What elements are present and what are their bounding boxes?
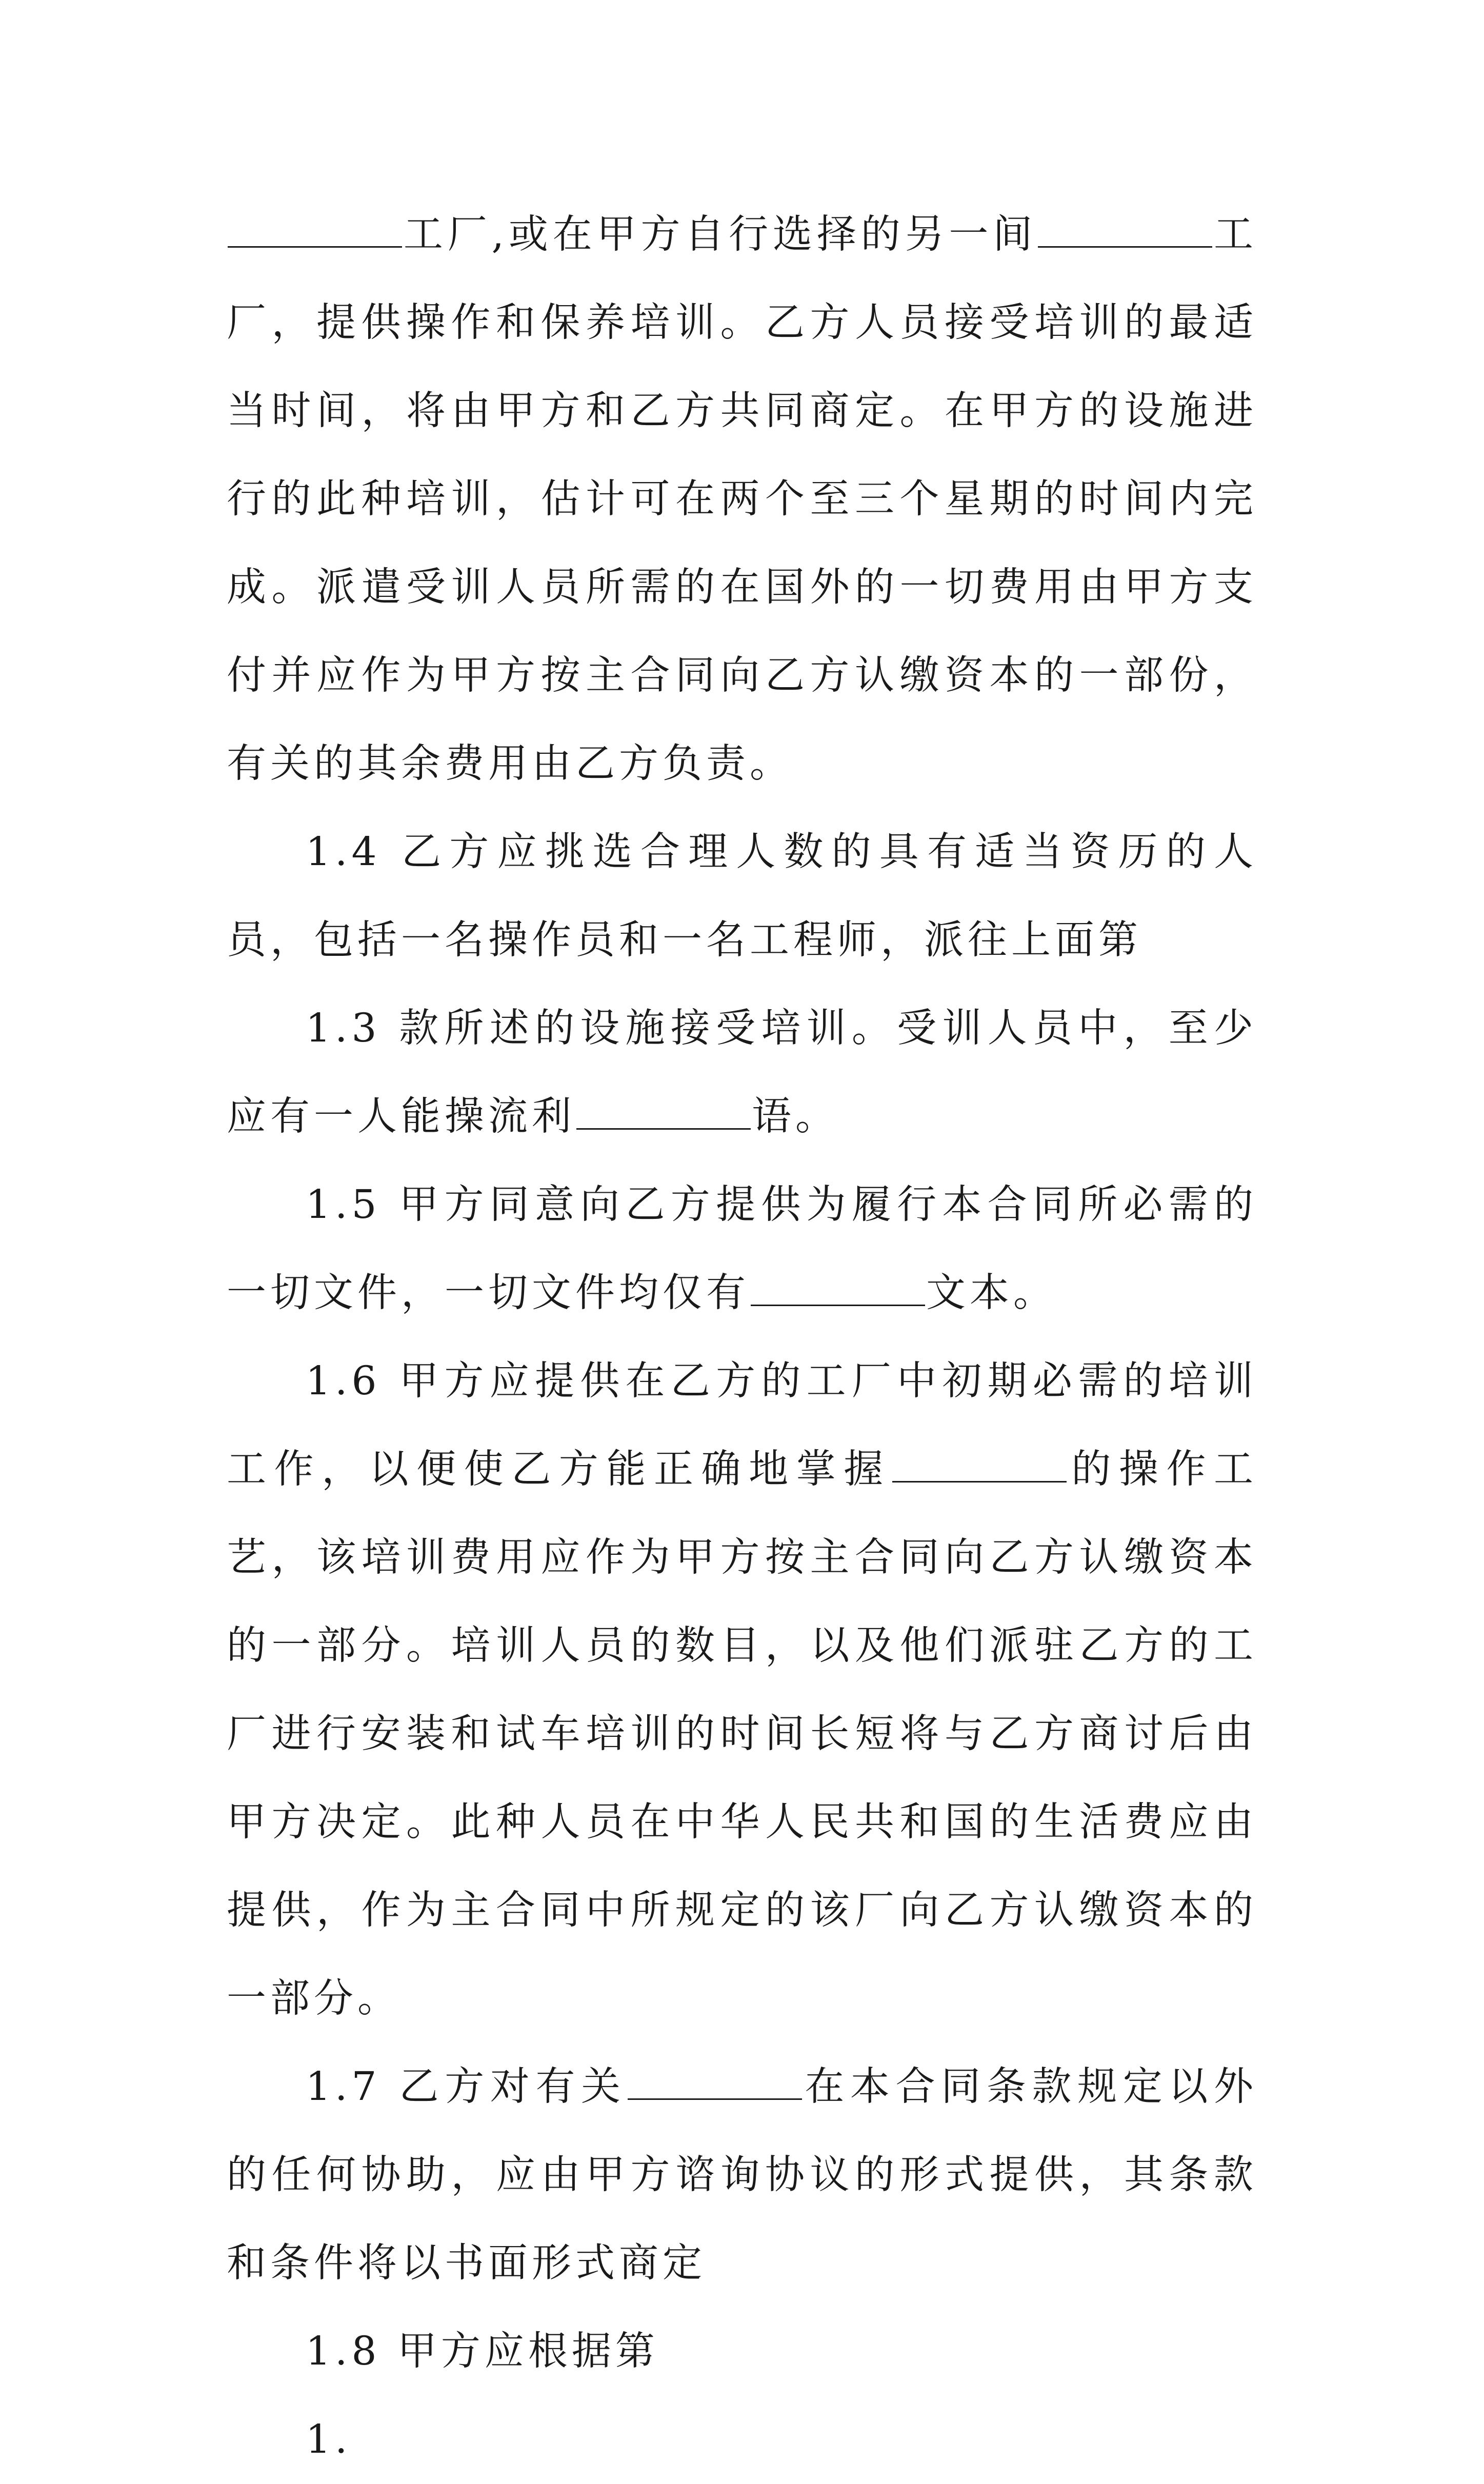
paragraph-p2 xyxy=(227,985,1257,1161)
paragraph-text: 文本。 xyxy=(926,1270,1057,1316)
fill-in-blank xyxy=(751,1304,925,1306)
document-body xyxy=(227,191,1257,2484)
paragraph-text: 1.7 乙方对有关 xyxy=(306,2064,627,2110)
paragraph-text: 的操作工艺，该培训费用应作为甲方按主合同向乙方认缴资本的一部分。培训人员的数目，以及他们派驻乙方的工厂进行安装和试车培训的时间长短将与乙方商讨后由甲方决定。此种人员在中华人民共和国的生活费应由提供，作为主合同中所规定的该厂向乙方认缴资本的一部分。 xyxy=(227,1447,1258,2021)
paragraph-text: 1.3 款所述的设施接受培训。受训人员中，至少应有一人能操流利 xyxy=(227,1006,1257,1139)
paragraph-p6 xyxy=(227,2308,1257,2396)
paragraph-text: 1.6 甲方应提供在乙方的工厂中初期必需的培训工作，以便使乙方能正确地掌握 xyxy=(227,1358,1257,1492)
paragraph-p4 xyxy=(227,1337,1257,2043)
paragraph-text: 1.5 甲方同意向乙方提供为履行本合同所必需的一切文件，一切文件均仅有 xyxy=(227,1182,1257,1316)
paragraph-text: 工厂,或在甲方自行选择的另一间 xyxy=(403,212,1037,257)
fill-in-blank xyxy=(1038,246,1212,248)
fill-in-blank xyxy=(628,2098,802,2100)
paragraph-p5 xyxy=(227,2043,1257,2308)
paragraph-text: 1.4 乙方应挑选合理人数的具有适当资历的人员，包括一名操作员和一名工程师，派往上面第 xyxy=(227,829,1257,963)
paragraph-p3 xyxy=(227,1161,1257,1337)
fill-in-blank xyxy=(228,246,402,248)
paragraph-p0 xyxy=(227,191,1257,808)
paragraph-text: 在本合同条款规定以外的任何协助，应由甲方谘询协议的形式提供，其条款和条件将以书面形式商定 xyxy=(227,2064,1258,2286)
paragraph-p1 xyxy=(227,808,1257,985)
paragraph-text: 语。 xyxy=(752,1094,839,1139)
paragraph-text: 工厂，提供操作和保养培训。乙方人员接受培训的最适当时间，将由甲方和乙方共同商定。在甲方的设施进行的此种培训，估计可在两个至三个星期的时间内完成。派遣受训人员所需的在国外的一切费用由甲方支付并应作为甲方按主合同向乙方认缴资本的一部份，有关的其余费用由乙方负责。 xyxy=(227,212,1257,787)
paragraph-text: 1.8 甲方应根据第 xyxy=(306,2329,659,2374)
paragraph-p7 xyxy=(227,2396,1257,2484)
paragraph-text: 1. xyxy=(306,2417,352,2462)
fill-in-blank xyxy=(892,1480,1067,1483)
fill-in-blank xyxy=(576,1128,751,1130)
